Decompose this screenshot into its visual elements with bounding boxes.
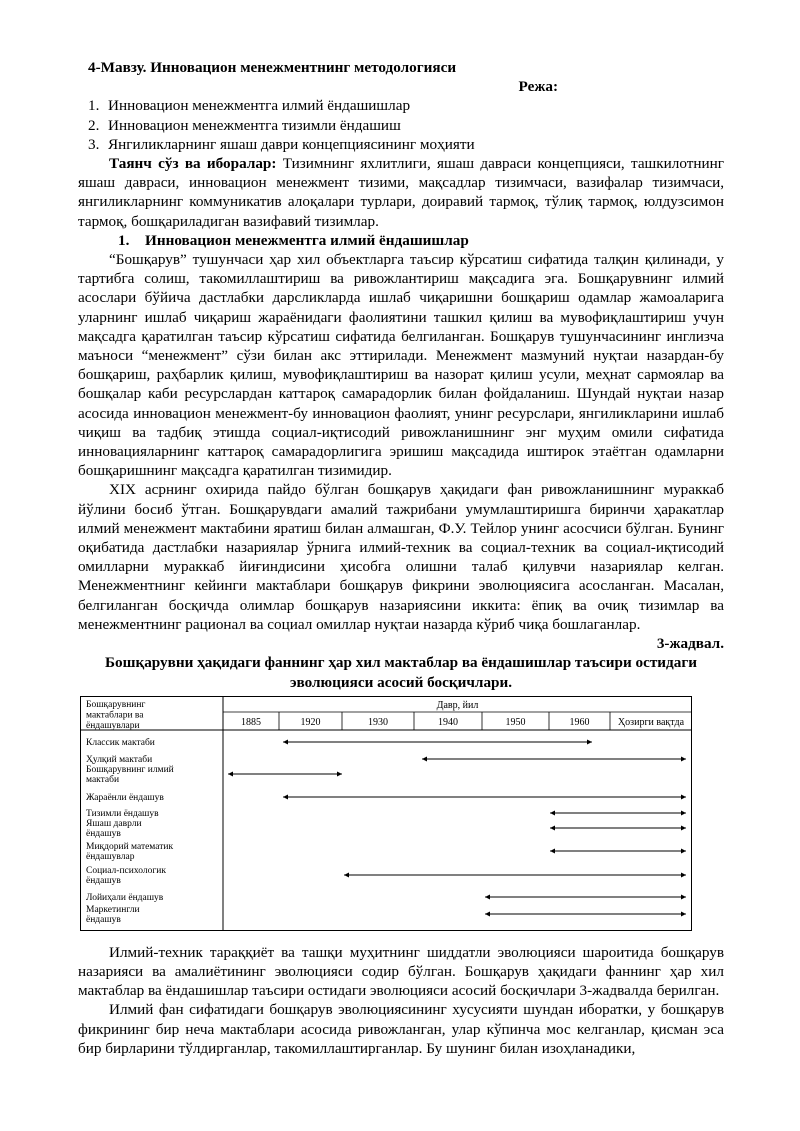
plan-heading: Режа: xyxy=(518,78,558,96)
keywords-label: Таянч сўз ва иборалар: xyxy=(109,155,277,173)
table-title: Бошқарувни ҳақидаги фаннинг ҳар хил мактаблар ва ёндашишлар таъсири остидаги эволюцияси асосий босқичлари. xyxy=(104,654,697,691)
table-header xyxy=(86,700,685,731)
keywords-text: Тизимнинг яхлитлиги, яшаш давраси концепцияси, ташкилотнинг яшаш давраси, инновацион менежмент тизими, мақсадлар тизимчаси, вазифалар тизимчаси, янгиликларнинг коммуникатив алоқалари турлари, доиравий тармоқ, тўлиқ тармоқ, юлдузсимон тармоқ, бошқариладиган вазифавий тизимлар. xyxy=(78,155,724,230)
plan-item xyxy=(88,135,724,154)
row-label: Лойиҳали ёндашув xyxy=(86,892,164,903)
period-label: Ҳозирги вақтда xyxy=(617,716,685,728)
table-number: 3-жадвал. xyxy=(656,635,724,653)
section-number: 1. xyxy=(118,231,130,249)
plan-item xyxy=(88,96,724,115)
period-label: 1885 xyxy=(241,716,261,728)
period-label: 1960 xyxy=(569,716,590,728)
plan-list xyxy=(78,96,724,154)
evolution-chart xyxy=(80,696,692,931)
plan-item-text: Янгиликларнинг яшаш даври концепциясининг моҳияти xyxy=(108,135,475,153)
period-label: 1930 xyxy=(368,716,388,728)
plan-item-text: Инновацион менежментга илмий ёндашишлар xyxy=(108,97,411,115)
section-title: Инновацион менежментга илмий ёндашишлар xyxy=(145,231,469,249)
row-label: Миқдорий математик ёндашувлар xyxy=(86,841,174,862)
row-header-label: Бошқарувнинг мактаблари ва ёндашувлари xyxy=(86,699,146,731)
row-label: Классик мактаби xyxy=(86,737,155,748)
row-label: Маркетингли ёндашув xyxy=(86,904,140,925)
body-paragraph: XIX асрнинг охирида пайдо бўлган бошқарув ҳақидаги фан ривожланишнинг мураккаб йўлини босиб ўтган. Бошқарувдаги амалий тажрибани умумлаштиришга биринчи ҳаракатлар илмий менежмент мактабини яратиш билан алмашган, Ф.У. Тейлор унинг асосчиси бўлган. Бунинг оқибатида дастлабки назариялар ўрнига илмий-техник ва социал-техник ва социал-иқтисодий омилларни мураккаб йиғиндисини ҳисобга олишни талаб қилувчи назариялар келган. Менежментнинг кейинги мактаблари бошқарув фикрини эволюциясига асосланган. Масалан, белгиланган босқичда олимлар бошқарув назариясини иккита: ёпиқ ва очиқ тизимлар ва менежментнинг рационал ва социал омиллар нуқтаи назарда кўриб чиқа бошлаганлар. xyxy=(78,481,724,633)
body-paragraph: “Бошқарув” тушунчаси ҳар хил объектларга таъсир кўрсатиш сифатида талқин қилинади, у тартибга солиш, такомиллаштириш ва ривожлантириш мақсадига эга. Бошқарувнинг илмий асослари бўйича дастлабки дарсликларда ишлаб чиқаришни бошқариш одамлар жамоаларига уларнинг ишлаб чиқариш жараёнидаги фаолиятини ташкил қилиш ва мувофиқлаштириш учун мақсадга қаратилган таъсир кўрсатиш сифатида белгиланган. Бошқарув тушунчасининг инглизча маъноси “менежмент” сўзи билан акс эттирилади. Менежмент мазмуний нуқтаи назардан-бу бошқариш, раҳбарлик қилиш, мувофиқлаштириш ва назорат қилиш усули, меҳнат сармоялар ва бошқалар каби ресурслардан каттароқ самарадорлик билан фойдаланиш. Шундай нуқтаи назар асосида инновацион менежмент-бу инновацион фаолият, унинг ресурслари, янгиликларини ишлаб чиқиш ва тадбиқ этишда социал-иқтисодий ривожланишнинг энг муҳим омили сифатида инновацияларнинг каттароқ самарадорлигига эришиш мақсадида иштирок этаётган одамларни бошқаришнинг мақсадга қаратилган тизимидир. xyxy=(78,251,724,480)
evolution-table xyxy=(78,696,724,931)
period-label: 1940 xyxy=(438,716,458,728)
body-paragraph: Илмий фан сифатидаги бошқарув эволюциясининг хусусияти шундан иборатки, у бошқарув фикрининг бир неча мактаблари асосида ривожланган, улар кўпинча мос келганлар, қисман эса бир бирларини тўлдирганлар, такомиллаштирганлар. Бу шунинг билан изоҳланадики, xyxy=(78,1001,724,1057)
table-rows xyxy=(86,737,686,925)
plan-item-number: 3. xyxy=(88,135,100,153)
document-page xyxy=(78,58,724,1058)
row-label: Жараёнли ёндашув xyxy=(86,792,164,803)
row-label: Тизимли ёндашув xyxy=(86,808,159,819)
plan-item-number: 1. xyxy=(88,97,100,115)
plan-item xyxy=(88,116,724,135)
plan-item-text: Инновацион менежментга тизимли ёндашиш xyxy=(108,116,401,134)
body-paragraph: Илмий-техник тараққиёт ва ташқи муҳитнинг шиддатли эволюцияси шароитида бошқарув назарияси ва амалиётининг эволюцияси содир бўлган. Бошқарув ҳақидаги фаннинг ҳар хил мактаблар ва ёндашишлар таъсири остидаги эволюцияси асосий босқичлари 3-жадвалда берилган. xyxy=(78,943,724,1000)
plan-item-number: 2. xyxy=(88,116,100,134)
document-title: 4-Мавзу. Инновацион менежментнинг методологияси xyxy=(88,59,457,76)
period-label: 1920 xyxy=(300,716,321,728)
section-heading xyxy=(118,231,724,250)
keywords-paragraph xyxy=(78,154,724,231)
period-header-label: Давр, йил xyxy=(436,699,479,711)
row-label: Ҳулқий мактаби xyxy=(86,754,153,765)
row-label: Бошқарувнинг илмий мактаби xyxy=(86,764,174,785)
row-label: Яшаш даврли ёндашув xyxy=(86,818,142,839)
row-label: Социал-психологик ёндашув xyxy=(86,865,166,886)
period-label: 1950 xyxy=(505,716,526,728)
